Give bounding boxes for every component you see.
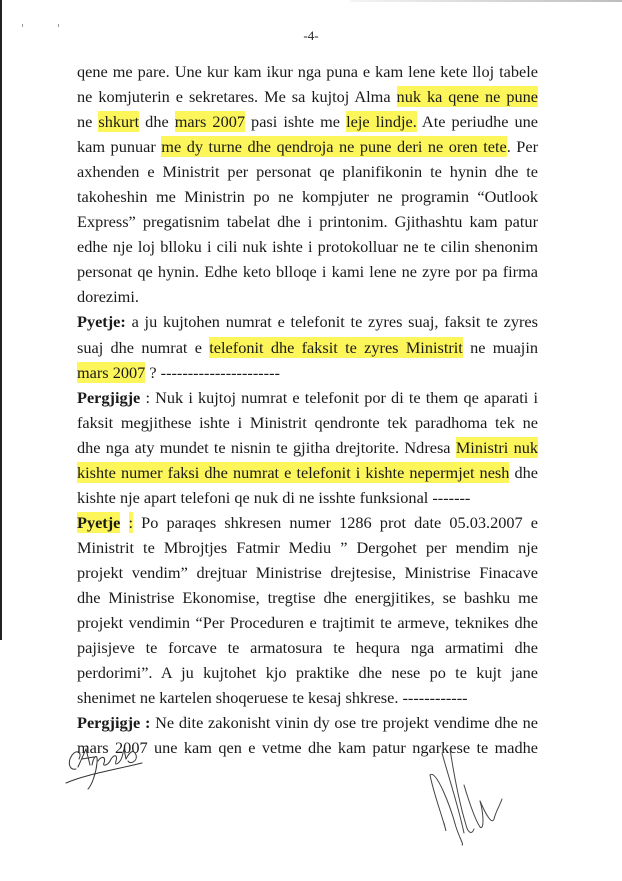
text-line — [77, 410, 538, 435]
text-line — [77, 510, 538, 535]
text-segment: personat qe hynin. Edhe keto blloqe i kami lene ne zyre por pa firma — [77, 262, 538, 282]
text-line — [77, 109, 538, 134]
text-segment: : Nuk i kujtoj numrat e telefonit por di te them qe aparati i — [140, 387, 538, 407]
text-line — [77, 485, 538, 510]
text-segment: dhe Ministrise Ekonomise, tregtise dhe energjitikes, se bashku me — [77, 587, 538, 607]
text-line — [77, 685, 538, 710]
text-segment: shenimet ne kartelen shoqeruese te kesaj shkrese. ------------ — [77, 688, 468, 708]
text-line — [77, 635, 538, 660]
text-line — [77, 710, 538, 735]
text-segment: ne muajin — [462, 337, 538, 357]
highlighted-text: shkurt — [98, 112, 140, 132]
text-line — [77, 660, 538, 685]
highlighted-text: leje lindje. — [346, 112, 417, 132]
signature-left — [64, 745, 156, 795]
highlighted-text: Ministri nuk — [455, 437, 538, 457]
highlighted-text: Pyetje — [77, 512, 121, 532]
text-line — [77, 59, 538, 84]
text-segment: projekt vendim” drejtuar Ministrise drejtesise, Ministrise Finacave — [77, 562, 538, 582]
label-text: Pyetje: — [77, 312, 126, 332]
text-segment: dhe — [509, 462, 538, 482]
text-segment: ? ---------------------- — [145, 362, 280, 382]
scan-speck — [58, 24, 59, 27]
signature-right — [420, 745, 510, 850]
text-segment: pajisjeve te forcave te armatosura te hequra nga armatimi dhe — [77, 638, 538, 658]
document-body — [77, 59, 538, 760]
highlighted-text: me dy turne dhe qendroja ne pune deri ne oren tete — [161, 137, 507, 157]
text-segment: dhe — [139, 112, 175, 132]
text-segment: Express” pregatisnim tabelat dhe i printonim. Gjithashtu kam patur — [77, 212, 538, 232]
text-segment: ne komjuterin e sekretares. Me sa kujtoj Alma — [77, 87, 397, 107]
text-line — [77, 435, 538, 460]
scan-left-edge — [0, 0, 2, 640]
text-line — [77, 309, 538, 334]
text-segment: takoheshin me Ministrin po ne kompjuter ne programin “Outlook — [77, 187, 538, 207]
text-segment: dhe nga aty mundet te nisnin te gjitha drejtorite. Ndresa — [77, 437, 456, 457]
text-line — [77, 234, 538, 259]
label-text: Pergjigje — [77, 387, 141, 407]
text-segment: a ju kujtohen numrat e telefonit te zyres suaj, faksit te zyres — [125, 312, 538, 332]
text-segment: Ministrit te Mbrojtjes Fatmir Mediu ” Dergohet per mendim nje — [77, 537, 538, 557]
scan-top-shadow — [350, 0, 622, 2]
text-line — [77, 335, 538, 360]
text-line — [77, 610, 538, 635]
text-segment: edhe nje loj blloku i cili nuk ishte i protokolluar ne te cilin shenonim — [77, 237, 538, 257]
page-number: -4- — [303, 28, 319, 43]
text-line — [77, 560, 538, 585]
text-segment: suaj dhe numrat e — [77, 337, 210, 357]
text-segment: kishte nje apart telefoni qe nuk di ne isshte funksional ------- — [77, 487, 471, 507]
text-line — [77, 84, 538, 109]
highlighted-text: mars 2007 — [77, 362, 146, 382]
highlighted-text: telefonit dhe faksit te zyres Ministrit — [209, 337, 463, 357]
text-segment: projekt vendimin “Per Proceduren e trajtimit te armeve, teknikes dhe — [77, 613, 538, 633]
highlighted-text: : — [128, 512, 134, 532]
scan-speck — [22, 24, 23, 27]
label-text: Pergjigje : — [77, 713, 151, 733]
highlighted-text: kishte numer faksi dhe numrat e telefonit i kishte nepermjet nesh — [77, 462, 510, 482]
text-line — [77, 460, 538, 485]
text-segment: Ne dite zakonisht vinin dy ose tre projekt vendime dhe ne — [150, 713, 539, 733]
text-segment: . Per — [506, 137, 539, 157]
text-segment: mars 2007 une kam qen e vetme dhe kam patur ngarkese te madhe — [77, 738, 538, 758]
text-line — [77, 385, 538, 410]
text-segment: axhenden e Ministrit per personat qe planifikonin te hynin dhe te — [77, 162, 538, 182]
text-line — [77, 535, 538, 560]
text-segment: kam punuar — [77, 137, 162, 157]
text-segment: Ate periudhe une — [416, 112, 539, 132]
text-line — [77, 134, 538, 159]
text-line — [77, 209, 538, 234]
text-line — [77, 360, 538, 385]
text-line — [77, 184, 538, 209]
text-segment — [120, 513, 128, 532]
text-line — [77, 585, 538, 610]
highlighted-text: nuk ka qene ne pune — [396, 87, 538, 107]
highlighted-text: mars 2007 — [174, 112, 245, 132]
text-segment: pasi ishte me — [245, 112, 347, 132]
text-segment: Po paraqes shkresen numer 1286 prot date 05.03.2007 e — [133, 512, 538, 532]
text-segment: qene me pare. Une kur kam ikur nga puna e kam lene kete lloj tabele — [77, 62, 538, 81]
text-segment: perdorimi”. A ju kujtohet kjo praktike dhe nese po te kujt jane — [77, 663, 538, 683]
text-segment: dorezimi. — [77, 287, 139, 307]
text-segment: ne — [77, 112, 99, 132]
text-line — [77, 259, 538, 284]
text-line — [77, 159, 538, 184]
text-line — [77, 284, 538, 309]
text-segment: faksit megjithese ishte i Ministrit qendronte tek paradhoma tek ne — [77, 412, 538, 432]
